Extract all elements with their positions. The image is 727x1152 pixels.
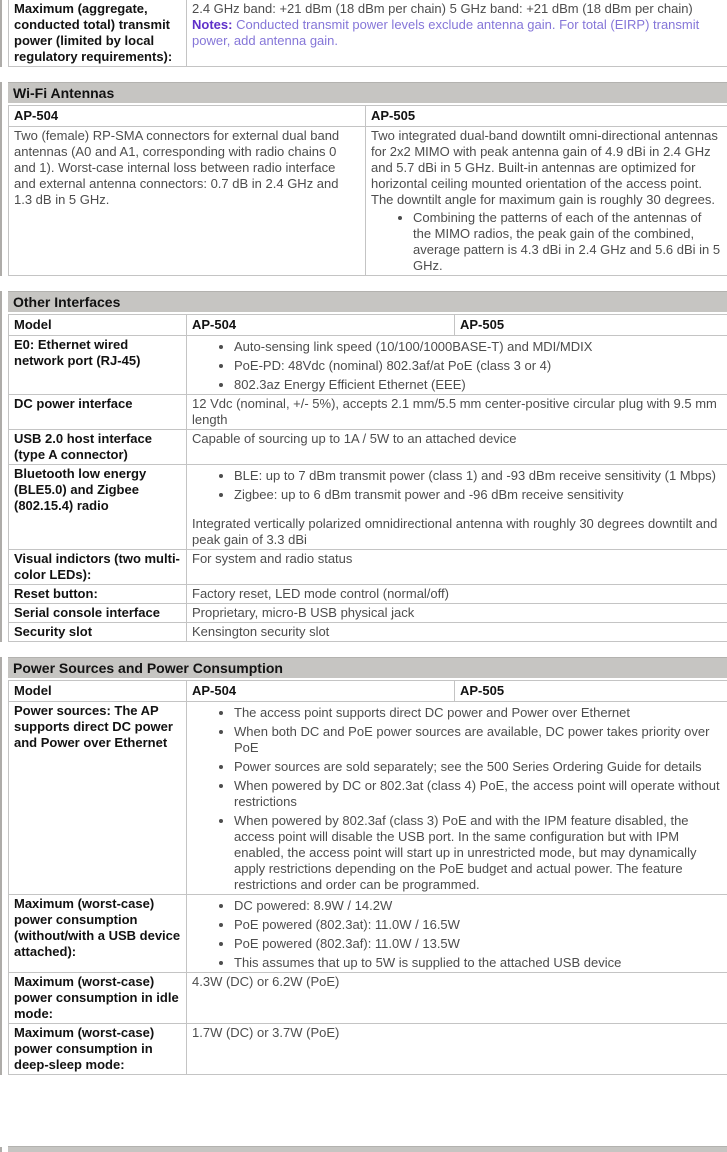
spec-row (9, 465, 727, 550)
spec-label-cell: Bluetooth low energy (BLE5.0) and Zigbee (802.15.4) radio (9, 465, 187, 550)
bullet-list (192, 705, 722, 893)
section-header-wifi-antennas: Wi-Fi Antennas (8, 82, 727, 103)
bullet-item: • Combining the patterns of each of the antennas of the MIMO radios, the peak gain of the combined, average pattern is 4.3 dBi in 2.4 GHz and 5.6 dBi in 5 GHz. (413, 210, 722, 274)
spec-label-cell: E0: Ethernet wired network port (RJ-45) (9, 336, 187, 395)
column-header-row (9, 106, 727, 127)
column-header-ap505: AP-505 (455, 681, 727, 702)
section-header-other-interfaces: Other Interfaces (8, 291, 727, 312)
next-section-header-partial (8, 1146, 727, 1152)
bullet-item: • PoE powered (802.3at): 11.0W / 16.5W (234, 917, 722, 933)
transmit-power-notes (192, 17, 722, 49)
bullet-list (192, 468, 722, 503)
spec-label-cell: Maximum (worst-case) power consumption (without/with a USB device attached): (9, 895, 187, 973)
spec-row (9, 623, 727, 642)
spec-value-cell: Factory reset, LED mode control (normal/off) (187, 585, 727, 604)
spec-row (9, 604, 727, 623)
spec-value-cell (187, 465, 727, 550)
spec-value-cell: Proprietary, micro-B USB physical jack (187, 604, 727, 623)
bullet-item: • BLE: up to 7 dBm transmit power (class 1) and -93 dBm receive sensitivity (1 Mbps) (234, 468, 722, 484)
bullet-item: • Zigbee: up to 6 dBm transmit power and -96 dBm receive sensitivity (234, 487, 722, 503)
column-header-row (9, 315, 727, 336)
spec-row (9, 702, 727, 895)
spec-value-cell: Kensington security slot (187, 623, 727, 642)
bullet-item: • When powered by DC or 802.3at (class 4) PoE, the access point will operate without restrictions (234, 778, 722, 810)
spec-row (9, 1024, 727, 1075)
bullet-item: • When powered by 802.3af (class 3) PoE and with the IPM feature disabled, the access point will disable the USB port. In the same configuration but with IPM enabled, the access point will start up in unrestricted mode, but may dynamically apply restrictions depending on the PoE budget and actual power. The feature restrictions and order can be programmed. (234, 813, 722, 893)
bullet-item: • Power sources are sold separately; see the 500 Series Ordering Guide for details (234, 759, 722, 775)
power-section (8, 657, 727, 1075)
notes-label: Notes: (192, 17, 233, 32)
spec-row (9, 895, 727, 973)
ap504-antenna-cell: Two (female) RP-SMA connectors for external dual band antennas (A0 and A1, corresponding with radio chains 0 and 1). Worst-case internal loss between radio interface and external antenna connectors: 0.7 dB in 2.4 GHz and 1.3 dB in 5 GHz. (9, 127, 366, 276)
bullet-item: • DC powered: 8.9W / 14.2W (234, 898, 722, 914)
spec-row (9, 336, 727, 395)
bullet-item: • When both DC and PoE power sources are available, DC power takes priority over PoE (234, 724, 722, 756)
transmit-power-table (8, 0, 727, 67)
section-header-power: Power Sources and Power Consumption (8, 657, 727, 678)
bullet-item: • This assumes that up to 5W is supplied to the attached USB device (234, 955, 722, 971)
transmit-power-section (8, 0, 727, 67)
column-header-ap504: AP-504 (9, 106, 366, 127)
transmit-power-value: 2.4 GHz band: +21 dBm (18 dBm per chain) 5 GHz band: +21 dBm (18 dBm per chain) (192, 1, 693, 16)
spec-label-cell: Reset button: (9, 585, 187, 604)
column-header-model: Model (9, 315, 187, 336)
spec-label-cell: Maximum (aggregate, conducted total) transmit power (limited by local regulatory requirements): (9, 0, 187, 67)
spec-row (9, 585, 727, 604)
column-header-row (9, 681, 727, 702)
spec-label-cell: USB 2.0 host interface (type A connector) (9, 430, 187, 465)
bluetooth-antenna-note: Integrated vertically polarized omnidirectional antenna with roughly 30 degrees downtilt and peak gain of 3.3 dBi (192, 516, 718, 547)
notes-text: Conducted transmit power levels exclude antenna gain. For total (EIRP) transmit power, add antenna gain. (192, 17, 700, 48)
spec-value-cell: Capable of sourcing up to 1A / 5W to an attached device (187, 430, 727, 465)
bullet-item: • PoE-PD: 48Vdc (nominal) 802.3af/at PoE (class 3 or 4) (234, 358, 722, 374)
spec-row (9, 0, 727, 67)
spec-label-cell: Power sources: The AP supports direct DC power and Power over Ethernet (9, 702, 187, 895)
bullet-item: • Auto-sensing link speed (10/100/1000BASE-T) and MDI/MDIX (234, 339, 722, 355)
ap505-antenna-cell (366, 127, 727, 276)
wifi-antennas-section (8, 82, 727, 276)
spec-row (9, 127, 727, 276)
spec-row (9, 973, 727, 1024)
column-header-model: Model (9, 681, 187, 702)
spec-label-cell: Serial console interface (9, 604, 187, 623)
bullet-item: • 802.3az Energy Efficient Ethernet (EEE) (234, 377, 722, 393)
column-header-ap504: AP-504 (187, 681, 455, 702)
spec-label-cell: Security slot (9, 623, 187, 642)
spec-value-cell: 1.7W (DC) or 3.7W (PoE) (187, 1024, 727, 1075)
bullet-list (192, 339, 722, 393)
spec-label-cell: Maximum (worst-case) power consumption in deep-sleep mode: (9, 1024, 187, 1075)
spec-label-cell: Maximum (worst-case) power consumption in idle mode: (9, 973, 187, 1024)
spec-value-cell (187, 702, 727, 895)
column-header-ap505: AP-505 (455, 315, 727, 336)
spec-value-cell: For system and radio status (187, 550, 727, 585)
bullet-item: • The access point supports direct DC power and Power over Ethernet (234, 705, 722, 721)
spec-row (9, 395, 727, 430)
power-table (8, 680, 727, 1075)
spec-label-cell: DC power interface (9, 395, 187, 430)
spec-value-cell (187, 336, 727, 395)
bullet-list (192, 898, 722, 971)
other-interfaces-section (8, 291, 727, 642)
column-header-ap505: AP-505 (366, 106, 727, 127)
ap505-antenna-text: Two integrated dual-band downtilt omni-directional antennas for 2x2 MIMO with peak antenna gain of 4.9 dBi in 2.4 GHz and 5.7 dBi in 5 GHz. Built-in antennas are optimized for horizontal ceiling mounted orientation of the access point. The downtilt angle for maximum gain is roughly 30 degrees. (371, 128, 718, 207)
other-interfaces-table (8, 314, 727, 642)
column-header-ap504: AP-504 (187, 315, 455, 336)
spec-label-cell: Visual indictors (two multi-color LEDs): (9, 550, 187, 585)
spec-value-cell: 12 Vdc (nominal, +/- 5%), accepts 2.1 mm/5.5 mm center-positive circular plug with 9.5 mm length (187, 395, 727, 430)
spec-row (9, 430, 727, 465)
spec-row (9, 550, 727, 585)
spec-value-cell (187, 0, 727, 67)
spec-value-cell (187, 895, 727, 973)
wifi-antennas-table (8, 105, 727, 276)
bullet-list (371, 210, 722, 274)
spec-value-cell: 4.3W (DC) or 6.2W (PoE) (187, 973, 727, 1024)
bullet-item: • PoE powered (802.3af): 11.0W / 13.5W (234, 936, 722, 952)
